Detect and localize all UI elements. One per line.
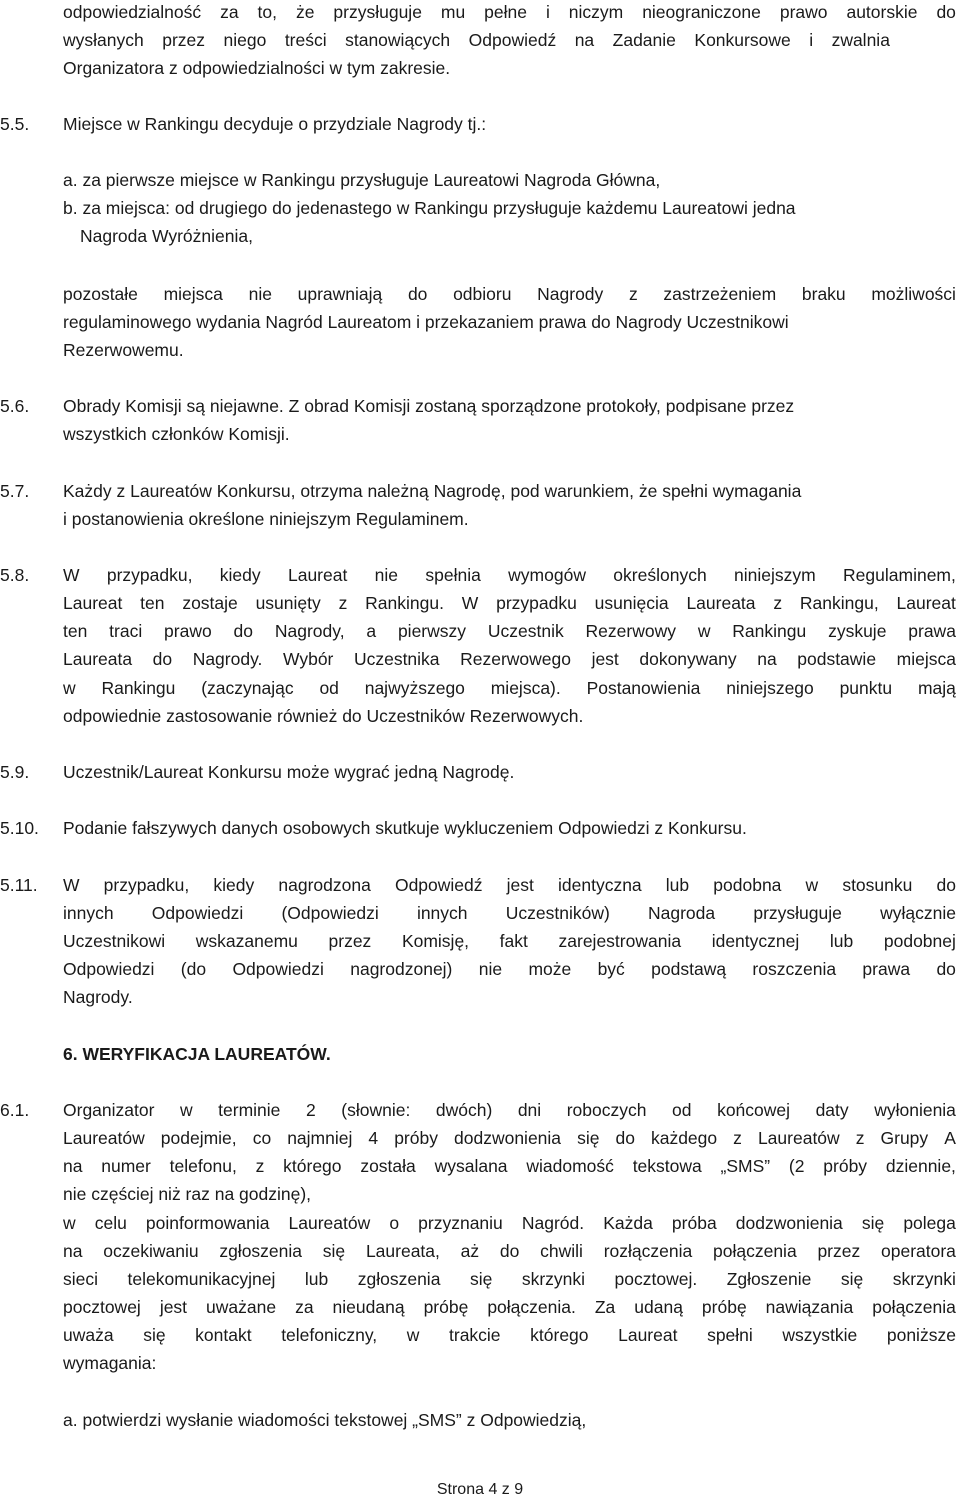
word: do <box>233 621 254 641</box>
word: z <box>773 593 783 613</box>
word: ten <box>63 621 88 641</box>
word: dni <box>517 1100 542 1120</box>
word: może <box>528 959 572 979</box>
word: oczekiwaniu <box>103 1241 199 1261</box>
word: kontakt <box>195 1325 252 1345</box>
word: telekomunikacyjnej <box>127 1269 276 1289</box>
word: Nagrody. <box>192 649 263 669</box>
word: punktu <box>839 678 893 698</box>
word: jest <box>591 649 619 669</box>
intro-line: Organizatora z odpowiedzialności w tym zakresie. <box>63 58 451 78</box>
word: próba <box>671 1213 717 1233</box>
word: 4 <box>368 1128 379 1148</box>
word: się <box>469 1269 493 1289</box>
paragraph-line: Obrady Komisji są niejawne. Z obrad Komisji zostaną sporządzone protokoły, podpisane przez <box>63 396 795 416</box>
word: do <box>936 875 956 895</box>
paragraph-text: Miejsce w Rankingu decyduje o przydziale Nagrody tj.: <box>63 114 487 134</box>
word: niniejszego <box>726 678 814 698</box>
word: do <box>936 959 956 979</box>
word: Za <box>594 1297 616 1317</box>
word: W <box>461 593 479 613</box>
word: przysługuje <box>333 2 422 22</box>
paragraph-line <box>63 1323 956 1347</box>
paragraph-line: Rezerwowemu. <box>63 340 184 360</box>
word: nieograniczone <box>642 2 761 22</box>
word: się <box>143 1325 166 1345</box>
word: Laureata, <box>365 1241 440 1261</box>
word: poinformowania <box>145 1213 270 1233</box>
word: na <box>63 1241 83 1261</box>
word: Rankingu. <box>365 593 444 613</box>
word: do <box>407 284 428 304</box>
section-number: 5.11. <box>0 875 38 895</box>
word: poniższe <box>886 1325 956 1345</box>
word: uważa <box>63 1325 114 1345</box>
paragraph-line <box>63 1211 956 1235</box>
paragraph-line <box>63 1098 956 1122</box>
word: roboczych <box>566 1100 647 1120</box>
list-item-b: b. za miejsca: od drugiego do jedenastego w Rankingu przysługuje każdemu Laureatowi jedna <box>63 198 796 218</box>
word: Laureat <box>287 565 348 585</box>
word: końcowej <box>717 1100 791 1120</box>
word: została <box>360 1156 416 1176</box>
list-item-b-cont: Nagroda Wyróżnienia, <box>80 226 253 246</box>
paragraph-line <box>63 647 956 671</box>
word: Postanowienia <box>586 678 701 698</box>
word: Laureata <box>686 593 756 613</box>
word: nieudaną <box>332 1297 405 1317</box>
word: skrzynki <box>521 1269 586 1289</box>
word: innych <box>416 903 468 923</box>
word: którego <box>530 1325 589 1345</box>
word: Rankingu <box>732 621 807 641</box>
word: do <box>499 1241 520 1261</box>
word: kiedy <box>213 875 255 895</box>
word: skrzynki <box>892 1269 956 1289</box>
word: do <box>615 1128 635 1148</box>
word: polega <box>903 1213 956 1233</box>
word: telefonu, <box>169 1156 237 1176</box>
word: nagrodzonej) <box>350 959 453 979</box>
word: (słownie: <box>341 1100 411 1120</box>
word: W <box>63 875 80 895</box>
paragraph-line: nie częściej niż raz na godzinę), <box>63 1184 312 1204</box>
word: prawa <box>908 621 956 641</box>
section-number: 5.5. Miejsce w Rankingu decyduje o przydziale Nagrody tj.: <box>0 114 487 134</box>
word: zyskuje <box>828 621 887 641</box>
word: dodzwonienia <box>735 1213 843 1233</box>
word: połączenia <box>872 1297 956 1317</box>
word: chwili <box>540 1241 583 1261</box>
word: numer <box>101 1156 151 1176</box>
word: Konkursowe <box>694 30 791 50</box>
paragraph-line <box>63 1154 956 1178</box>
word: Komisję, <box>401 931 470 951</box>
section-number: 5.10. <box>0 818 39 838</box>
word: Odpowiedzi <box>232 959 324 979</box>
word: pierwszy <box>397 621 467 641</box>
word: sieci <box>63 1269 99 1289</box>
word: trakcie <box>449 1325 501 1345</box>
word: dodzwonienia <box>454 1128 562 1148</box>
word: w <box>63 1213 76 1233</box>
intro-line <box>63 28 890 52</box>
word: prawo <box>779 2 828 22</box>
word: w <box>406 1325 420 1345</box>
word: możliwości <box>871 284 956 304</box>
word: wiadomość <box>526 1156 614 1176</box>
word: Uczestników) <box>505 903 610 923</box>
word: pozostałe <box>63 284 138 304</box>
word: lub <box>665 875 690 895</box>
word: próbę <box>701 1297 747 1317</box>
word: zostaje <box>182 593 238 613</box>
paragraph-line: odpowiednie zastosowanie również do Uczestników Rezerwowych. <box>63 706 584 726</box>
word: w <box>805 875 819 895</box>
word: Nagrody, <box>274 621 345 641</box>
word: pocztowej <box>63 1297 141 1317</box>
word: miejsca <box>896 649 956 669</box>
paragraph-line: wszystkich członków Komisji. <box>63 424 290 444</box>
word: Odpowiedzi <box>151 903 244 923</box>
word: Laureat <box>63 593 123 613</box>
section-number: 6.1. <box>0 1100 30 1120</box>
word: Uczestnik <box>487 621 564 641</box>
word: celu <box>94 1213 127 1233</box>
word: roszczenia <box>752 959 837 979</box>
word: (do <box>180 959 207 979</box>
paragraph-line <box>63 1239 956 1263</box>
word: podobnej <box>883 931 956 951</box>
word: prawo <box>164 621 212 641</box>
paragraph-line <box>63 1267 956 1291</box>
word: terminie <box>218 1100 281 1120</box>
paragraph-line <box>63 282 956 306</box>
word: Organizator <box>63 1100 155 1120</box>
word: podstawą <box>651 959 727 979</box>
word: wszystkie <box>782 1325 858 1345</box>
section-number: 5.9. <box>0 762 30 782</box>
word: w <box>63 678 76 698</box>
word: zarejestrowania <box>558 931 682 951</box>
word: Grupy <box>880 1128 929 1148</box>
paragraph-line <box>63 676 956 700</box>
word: nie <box>248 284 272 304</box>
paragraph-line <box>63 957 956 981</box>
word: niego <box>223 30 267 50</box>
word: zwalnia <box>831 30 890 50</box>
word: Rankingu, <box>799 593 879 613</box>
word: aż <box>460 1241 480 1261</box>
word: odbioru <box>453 284 512 304</box>
word: do <box>152 649 173 669</box>
word: przez <box>328 931 372 951</box>
word: usunięty <box>255 593 321 613</box>
word: niniejszym <box>734 565 816 585</box>
word: rozłączenia <box>603 1241 693 1261</box>
word: z <box>855 1128 865 1148</box>
word: mają <box>917 678 956 698</box>
word: za <box>295 1297 314 1317</box>
word: usunięcia <box>594 593 669 613</box>
word: próbę <box>423 1297 469 1317</box>
word: w <box>697 621 711 641</box>
word: dokonywany <box>639 649 737 669</box>
word: ten <box>140 593 165 613</box>
word: połączenia. <box>487 1297 576 1317</box>
word: z <box>338 593 348 613</box>
word: za <box>220 2 239 22</box>
word: jest <box>159 1297 188 1317</box>
word: najmniej <box>287 1128 353 1148</box>
paragraph-line <box>63 1126 956 1150</box>
word: z <box>255 1156 265 1176</box>
word: braku <box>801 284 846 304</box>
paragraph-line <box>63 901 956 925</box>
word: być <box>597 959 625 979</box>
word: nie <box>374 565 399 585</box>
word: próby <box>823 1156 868 1176</box>
word: Wybór <box>282 649 334 669</box>
word: którego <box>283 1156 342 1176</box>
word: określonych <box>613 565 707 585</box>
word: (Odpowiedzi <box>281 903 379 923</box>
list-item-a: a. za pierwsze miejsce w Rankingu przysługuje Laureatowi Nagroda Główna, <box>63 170 661 190</box>
word: każdego <box>650 1128 718 1148</box>
paragraph-line <box>63 591 956 615</box>
word: A <box>944 1128 956 1148</box>
paragraph-line: i postanowienia określone niniejszym Regulaminem. <box>63 509 469 529</box>
word: co <box>252 1128 272 1148</box>
word: dziennie, <box>885 1156 956 1176</box>
word: stosunku <box>842 875 913 895</box>
word: identycznej <box>711 931 800 951</box>
word: Laureat <box>896 593 956 613</box>
word: Każda <box>603 1213 653 1233</box>
word: próby <box>394 1128 438 1148</box>
section-heading: 6. WERYFIKACJA LAUREATÓW. <box>63 1044 331 1064</box>
word: o <box>389 1213 400 1233</box>
word: z <box>733 1128 742 1148</box>
word: uważane <box>206 1297 277 1317</box>
paragraph-line <box>63 929 956 953</box>
section-number: 5.8. <box>0 565 30 585</box>
word: traci <box>109 621 143 641</box>
word: przyznaniu <box>418 1213 503 1233</box>
section-number: 5.6. <box>0 396 30 416</box>
word: Odpowiedzi <box>63 959 155 979</box>
word: Laureat <box>618 1325 678 1345</box>
word: lub <box>304 1269 329 1289</box>
paragraph-line: regulaminowego wydania Nagród Laureatom i przekazaniem prawa do Nagrody Uczestnikowi <box>63 312 789 332</box>
section-number: 5.7. <box>0 481 30 501</box>
word: a <box>366 621 377 641</box>
word: miejsca <box>163 284 223 304</box>
word: spełnia <box>425 565 481 585</box>
word: pełne <box>484 2 527 22</box>
word: kiedy <box>219 565 261 585</box>
word: połączenia <box>713 1241 797 1261</box>
word: w <box>179 1100 193 1120</box>
word: przypadku <box>496 593 577 613</box>
word: podejmie, <box>160 1128 237 1148</box>
word: nawiązania <box>765 1297 854 1317</box>
intro-line <box>63 0 956 24</box>
word: (zaczynając <box>201 678 294 698</box>
word: innych <box>63 903 114 923</box>
word: zgłoszenia <box>357 1269 441 1289</box>
paragraph-line: Uczestnik/Laureat Konkursu może wygrać jedną Nagrodę. <box>63 762 515 782</box>
word: Uczestnika <box>353 649 440 669</box>
word: daty <box>815 1100 849 1120</box>
word: wyłącznie <box>880 903 956 923</box>
word: do <box>936 2 956 22</box>
word: wysłanych <box>63 30 144 50</box>
page-number: Strona 4 z 9 <box>436 1481 524 1498</box>
word: od <box>672 1100 692 1120</box>
word: Rezerwowy <box>585 621 676 641</box>
list-item-a: a. potwierdzi wysłanie wiadomości tekstowej „SMS” z Odpowiedzią, <box>63 1410 587 1430</box>
word: stanowiących <box>345 30 451 50</box>
word: autorskie <box>846 2 918 22</box>
word: podstawie <box>797 649 877 669</box>
word: przez <box>162 30 206 50</box>
word: Odpowiedź <box>468 30 557 50</box>
word: Laureatów <box>757 1128 840 1148</box>
paragraph-line <box>63 563 956 587</box>
word: treści <box>284 30 327 50</box>
word: się <box>840 1269 864 1289</box>
word: się <box>322 1241 346 1261</box>
word: Odpowiedź <box>394 875 483 895</box>
word: najwyższego <box>364 678 465 698</box>
word: (2 <box>788 1156 805 1176</box>
word: Nagroda <box>648 903 716 923</box>
word: Zgłoszenie <box>726 1269 812 1289</box>
word: i <box>545 2 550 22</box>
word: zgłoszenia <box>219 1241 303 1261</box>
word: telefoniczny, <box>281 1325 378 1345</box>
word: przypadku, <box>106 565 193 585</box>
word: przypadku, <box>103 875 190 895</box>
word: się <box>861 1213 885 1233</box>
word: 2 <box>305 1100 316 1120</box>
word: operatora <box>881 1241 956 1261</box>
word: Nagród. <box>521 1213 585 1233</box>
word: niczym <box>568 2 624 22</box>
word: miejsca). <box>490 678 561 698</box>
word: spełni <box>707 1325 753 1345</box>
word: odpowiedzialność <box>63 2 202 22</box>
word: Uczestnikowi <box>63 931 166 951</box>
word: wymogów <box>508 565 586 585</box>
word: uprawniają <box>297 284 383 304</box>
paragraph-line: Podanie fałszywych danych osobowych skutkuje wykluczeniem Odpowiedzi z Konkursu. <box>63 818 747 838</box>
word: to, <box>257 2 278 22</box>
word: Laureatów <box>63 1128 145 1148</box>
word: tekstowa <box>632 1156 702 1176</box>
word: wskazanemu <box>195 931 298 951</box>
paragraph-line: Każdy z Laureatów Konkursu, otrzyma należną Nagrodę, pod warunkiem, że spełni wymagania <box>63 481 802 501</box>
word: Zadanie <box>612 30 676 50</box>
word: Nagrody <box>537 284 604 304</box>
word: na <box>63 1156 83 1176</box>
word: pocztowej. <box>614 1269 698 1289</box>
word: jest <box>506 875 534 895</box>
word: Rankingu <box>101 678 176 698</box>
paragraph-line <box>63 873 956 897</box>
word: nie <box>478 959 503 979</box>
word: Laureatów <box>288 1213 371 1233</box>
paragraph-line <box>63 619 956 643</box>
word: przez <box>817 1241 861 1261</box>
word: W <box>63 565 80 585</box>
word: przysługuje <box>753 903 842 923</box>
word: wyłonienia <box>874 1100 956 1120</box>
paragraph-line <box>63 1295 956 1319</box>
word: dwóch) <box>435 1100 493 1120</box>
word: identyczna <box>558 875 642 895</box>
word: z <box>628 284 638 304</box>
word: podobna <box>713 875 782 895</box>
word: udaną <box>634 1297 683 1317</box>
paragraph-line: wymagania: <box>63 1353 157 1373</box>
word: Rezerwowego <box>460 649 571 669</box>
word: mu <box>440 2 466 22</box>
word: fakt <box>499 931 528 951</box>
word: się <box>577 1128 600 1148</box>
word: na <box>574 30 595 50</box>
word: nagrodzona <box>278 875 371 895</box>
word: „SMS” <box>720 1156 771 1176</box>
word: i <box>809 30 814 50</box>
word: prawa <box>862 959 911 979</box>
word: od <box>319 678 339 698</box>
word: lub <box>829 931 854 951</box>
word: że <box>295 2 315 22</box>
word: Regulaminem, <box>843 565 956 585</box>
word: zastrzeżeniem <box>663 284 777 304</box>
word: na <box>757 649 777 669</box>
word: Laureata <box>63 649 133 669</box>
word: wysalana <box>434 1156 508 1176</box>
paragraph-line: Nagrody. <box>63 987 133 1007</box>
